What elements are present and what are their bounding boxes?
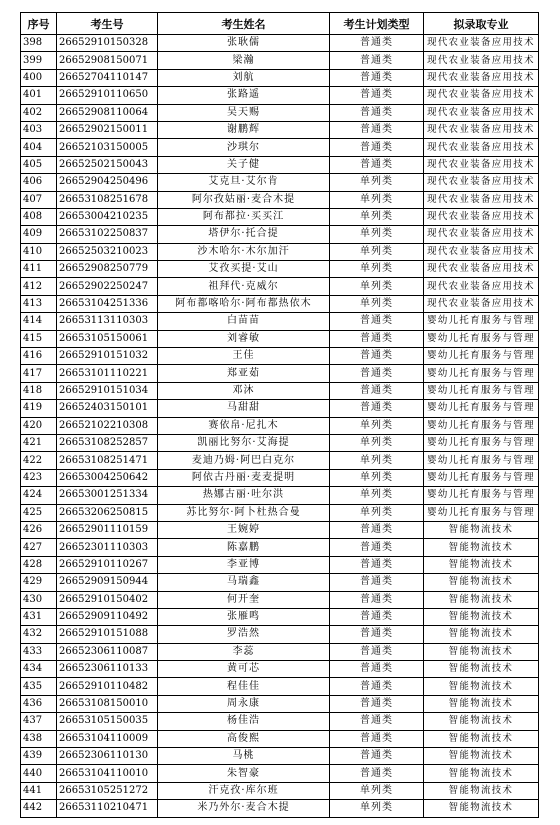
table-row	[21, 730, 539, 747]
candidate-name-cell: 梁瀚	[158, 52, 330, 69]
plan-type-cell: 单列类	[330, 487, 424, 504]
serial-number-cell: 419	[21, 400, 57, 417]
serial-number-cell: 428	[21, 556, 57, 573]
plan-type-cell: 普通类	[330, 121, 424, 138]
candidate-number-cell: 26652502150043	[57, 156, 158, 173]
admitted-major-cell: 现代农业装备应用技术	[424, 104, 539, 121]
candidate-name-cell: 陈嘉鹏	[158, 539, 330, 556]
candidate-name-cell: 李亚博	[158, 556, 330, 573]
plan-type-cell: 单列类	[330, 278, 424, 295]
candidate-number-cell: 26653102250837	[57, 226, 158, 243]
plan-type-cell: 单列类	[330, 504, 424, 521]
candidate-name-cell: 王婉婷	[158, 521, 330, 538]
table-row	[21, 208, 539, 225]
candidate-name-cell: 阿尔孜姑丽·麦合木提	[158, 191, 330, 208]
admitted-major-cell: 婴幼儿托育服务与管理	[424, 452, 539, 469]
table-row	[21, 330, 539, 347]
admission-table	[20, 12, 539, 818]
admitted-major-cell: 智能物流技术	[424, 608, 539, 625]
serial-number-cell: 412	[21, 278, 57, 295]
plan-type-cell: 单列类	[330, 417, 424, 434]
candidate-name-cell: 张路遥	[158, 87, 330, 104]
serial-number-cell: 436	[21, 695, 57, 712]
candidate-name-cell: 李蕊	[158, 643, 330, 660]
plan-type-cell: 普通类	[330, 330, 424, 347]
plan-type-cell: 单列类	[330, 452, 424, 469]
table-row	[21, 139, 539, 156]
candidate-number-cell: 26652910151032	[57, 348, 158, 365]
plan-type-cell: 单列类	[330, 261, 424, 278]
candidate-number-cell: 26653104110009	[57, 730, 158, 747]
candidate-name-cell: 沙木哈尔·木尔加汗	[158, 243, 330, 260]
candidate-number-cell: 26653108252857	[57, 434, 158, 451]
candidate-number-cell: 26652102210308	[57, 417, 158, 434]
serial-number-cell: 413	[21, 295, 57, 312]
candidate-number-cell: 26652704110147	[57, 69, 158, 86]
candidate-number-cell: 26652910150402	[57, 591, 158, 608]
candidate-number-cell: 26652306110130	[57, 748, 158, 765]
candidate-name-cell: 高俊熙	[158, 730, 330, 747]
candidate-number-cell: 26653104251336	[57, 295, 158, 312]
table-row	[21, 469, 539, 486]
serial-number-cell: 439	[21, 748, 57, 765]
candidate-number-cell: 26653108150010	[57, 695, 158, 712]
header-serial-number: 序号	[21, 13, 57, 35]
serial-number-cell: 437	[21, 713, 57, 730]
serial-number-cell: 432	[21, 626, 57, 643]
plan-type-cell: 普通类	[330, 643, 424, 660]
table-row	[21, 261, 539, 278]
candidate-number-cell: 26652306110133	[57, 661, 158, 678]
serial-number-cell: 415	[21, 330, 57, 347]
candidate-name-cell: 苏比努尔·阿卜杜热合曼	[158, 504, 330, 521]
plan-type-cell: 普通类	[330, 695, 424, 712]
candidate-number-cell: 26653105150061	[57, 330, 158, 347]
admitted-major-cell: 婴幼儿托育服务与管理	[424, 469, 539, 486]
table-row	[21, 643, 539, 660]
serial-number-cell: 409	[21, 226, 57, 243]
table-row	[21, 800, 539, 817]
serial-number-cell: 398	[21, 35, 57, 52]
candidate-name-cell: 阿布都拉·买买江	[158, 208, 330, 225]
candidate-name-cell: 艾孜买提·艾山	[158, 261, 330, 278]
candidate-number-cell: 26652301110303	[57, 539, 158, 556]
admitted-major-cell: 现代农业装备应用技术	[424, 261, 539, 278]
admitted-major-cell: 现代农业装备应用技术	[424, 295, 539, 312]
table-row	[21, 417, 539, 434]
table-row	[21, 574, 539, 591]
admitted-major-cell: 智能物流技术	[424, 626, 539, 643]
table-row	[21, 661, 539, 678]
candidate-number-cell: 26652910151034	[57, 382, 158, 399]
candidate-number-cell: 26652902150011	[57, 121, 158, 138]
candidate-number-cell: 26652904250496	[57, 174, 158, 191]
candidate-name-cell: 郑亚茹	[158, 365, 330, 382]
candidate-number-cell: 26653105251272	[57, 782, 158, 799]
admitted-major-cell: 智能物流技术	[424, 800, 539, 817]
candidate-name-cell: 程佳佳	[158, 678, 330, 695]
serial-number-cell: 420	[21, 417, 57, 434]
table-row	[21, 521, 539, 538]
admitted-major-cell: 婴幼儿托育服务与管理	[424, 330, 539, 347]
header-candidate-name: 考生姓名	[158, 13, 330, 35]
candidate-name-cell: 阿布都喀哈尔·阿布都热依木	[158, 295, 330, 312]
table-row	[21, 348, 539, 365]
admitted-major-cell: 现代农业装备应用技术	[424, 156, 539, 173]
admitted-major-cell: 智能物流技术	[424, 539, 539, 556]
plan-type-cell: 普通类	[330, 400, 424, 417]
admitted-major-cell: 婴幼儿托育服务与管理	[424, 313, 539, 330]
plan-type-cell: 单列类	[330, 191, 424, 208]
serial-number-cell: 416	[21, 348, 57, 365]
serial-number-cell: 422	[21, 452, 57, 469]
table-row	[21, 69, 539, 86]
plan-type-cell: 普通类	[330, 678, 424, 695]
table-row	[21, 748, 539, 765]
plan-type-cell: 普通类	[330, 730, 424, 747]
admitted-major-cell: 智能物流技术	[424, 730, 539, 747]
serial-number-cell: 407	[21, 191, 57, 208]
admitted-major-cell: 现代农业装备应用技术	[424, 243, 539, 260]
candidate-number-cell: 26653101110221	[57, 365, 158, 382]
table-row	[21, 243, 539, 260]
candidate-name-cell: 米乃外尔·麦合木提	[158, 800, 330, 817]
table-row	[21, 765, 539, 782]
admitted-major-cell: 婴幼儿托育服务与管理	[424, 400, 539, 417]
candidate-name-cell: 马甜甜	[158, 400, 330, 417]
serial-number-cell: 400	[21, 69, 57, 86]
admitted-major-cell: 婴幼儿托育服务与管理	[424, 504, 539, 521]
candidate-number-cell: 26652403150101	[57, 400, 158, 417]
serial-number-cell: 430	[21, 591, 57, 608]
table-row	[21, 174, 539, 191]
admitted-major-cell: 智能物流技术	[424, 713, 539, 730]
serial-number-cell: 410	[21, 243, 57, 260]
candidate-name-cell: 罗浩然	[158, 626, 330, 643]
candidate-number-cell: 26653110210471	[57, 800, 158, 817]
header-plan-type: 考生计划类型	[330, 13, 424, 35]
plan-type-cell: 普通类	[330, 574, 424, 591]
serial-number-cell: 405	[21, 156, 57, 173]
candidate-number-cell: 26652910110482	[57, 678, 158, 695]
plan-type-cell: 普通类	[330, 661, 424, 678]
candidate-name-cell: 关子健	[158, 156, 330, 173]
candidate-name-cell: 朱智豪	[158, 765, 330, 782]
table-row	[21, 695, 539, 712]
admitted-major-cell: 婴幼儿托育服务与管理	[424, 382, 539, 399]
candidate-number-cell: 26653108251471	[57, 452, 158, 469]
candidate-number-cell: 26652103150005	[57, 139, 158, 156]
admitted-major-cell: 智能物流技术	[424, 521, 539, 538]
serial-number-cell: 408	[21, 208, 57, 225]
serial-number-cell: 411	[21, 261, 57, 278]
candidate-name-cell: 凯丽比努尔·艾海提	[158, 434, 330, 451]
admitted-major-cell: 现代农业装备应用技术	[424, 87, 539, 104]
plan-type-cell: 单列类	[330, 469, 424, 486]
table-row	[21, 678, 539, 695]
plan-type-cell: 普通类	[330, 35, 424, 52]
candidate-name-cell: 热娜古丽·吐尔洪	[158, 487, 330, 504]
table-row	[21, 87, 539, 104]
admitted-major-cell: 智能物流技术	[424, 765, 539, 782]
serial-number-cell: 401	[21, 87, 57, 104]
candidate-name-cell: 何开奎	[158, 591, 330, 608]
serial-number-cell: 426	[21, 521, 57, 538]
admitted-major-cell: 现代农业装备应用技术	[424, 226, 539, 243]
serial-number-cell: 414	[21, 313, 57, 330]
plan-type-cell: 单列类	[330, 243, 424, 260]
table-row	[21, 35, 539, 52]
plan-type-cell: 普通类	[330, 52, 424, 69]
admitted-major-cell: 现代农业装备应用技术	[424, 208, 539, 225]
table-row	[21, 591, 539, 608]
serial-number-cell: 403	[21, 121, 57, 138]
plan-type-cell: 普通类	[330, 591, 424, 608]
candidate-number-cell: 26653001251334	[57, 487, 158, 504]
candidate-name-cell: 谢鹏辉	[158, 121, 330, 138]
plan-type-cell: 普通类	[330, 104, 424, 121]
serial-number-cell: 441	[21, 782, 57, 799]
candidate-name-cell: 张耿儒	[158, 35, 330, 52]
admitted-major-cell: 智能物流技术	[424, 574, 539, 591]
candidate-name-cell: 刘睿敏	[158, 330, 330, 347]
plan-type-cell: 单列类	[330, 174, 424, 191]
plan-type-cell: 普通类	[330, 713, 424, 730]
plan-type-cell: 普通类	[330, 626, 424, 643]
header-admitted-major: 拟录取专业	[424, 13, 539, 35]
admitted-major-cell: 现代农业装备应用技术	[424, 69, 539, 86]
candidate-number-cell: 26652503210023	[57, 243, 158, 260]
admitted-major-cell: 现代农业装备应用技术	[424, 278, 539, 295]
candidate-name-cell: 艾克旦·艾尔肯	[158, 174, 330, 191]
admitted-major-cell: 婴幼儿托育服务与管理	[424, 434, 539, 451]
table-row	[21, 539, 539, 556]
plan-type-cell: 单列类	[330, 226, 424, 243]
admitted-major-cell: 婴幼儿托育服务与管理	[424, 365, 539, 382]
candidate-number-cell: 26653113110303	[57, 313, 158, 330]
admitted-major-cell: 智能物流技术	[424, 748, 539, 765]
table-body	[21, 35, 539, 818]
candidate-name-cell: 马桃	[158, 748, 330, 765]
candidate-number-cell: 26652910110267	[57, 556, 158, 573]
plan-type-cell: 普通类	[330, 539, 424, 556]
candidate-name-cell: 邓沐	[158, 382, 330, 399]
candidate-name-cell: 张雁鸣	[158, 608, 330, 625]
table-row	[21, 434, 539, 451]
serial-number-cell: 406	[21, 174, 57, 191]
candidate-name-cell: 杨佳浩	[158, 713, 330, 730]
candidate-name-cell: 白苗苗	[158, 313, 330, 330]
candidate-number-cell: 26653206250815	[57, 504, 158, 521]
table-row	[21, 365, 539, 382]
table-row	[21, 313, 539, 330]
serial-number-cell: 417	[21, 365, 57, 382]
admitted-major-cell: 婴幼儿托育服务与管理	[424, 348, 539, 365]
admitted-major-cell: 智能物流技术	[424, 782, 539, 799]
candidate-number-cell: 26652909110492	[57, 608, 158, 625]
plan-type-cell: 普通类	[330, 87, 424, 104]
table-row	[21, 452, 539, 469]
plan-type-cell: 单列类	[330, 208, 424, 225]
candidate-name-cell: 马瑞鑫	[158, 574, 330, 591]
candidate-number-cell: 26652901110159	[57, 521, 158, 538]
admitted-major-cell: 现代农业装备应用技术	[424, 35, 539, 52]
admitted-major-cell: 婴幼儿托育服务与管理	[424, 417, 539, 434]
table-row	[21, 487, 539, 504]
candidate-name-cell: 刘航	[158, 69, 330, 86]
candidate-name-cell: 赛依帛·尼扎木	[158, 417, 330, 434]
admitted-major-cell: 现代农业装备应用技术	[424, 139, 539, 156]
header-row	[21, 13, 539, 35]
serial-number-cell: 418	[21, 382, 57, 399]
header-candidate-number: 考生号	[57, 13, 158, 35]
candidate-name-cell: 麦迪乃姆·阿巴白克尔	[158, 452, 330, 469]
candidate-name-cell: 塔伊尔·托合提	[158, 226, 330, 243]
candidate-number-cell: 26652908250779	[57, 261, 158, 278]
plan-type-cell: 单列类	[330, 782, 424, 799]
table-row	[21, 52, 539, 69]
plan-type-cell: 单列类	[330, 295, 424, 312]
table-row	[21, 400, 539, 417]
admitted-major-cell: 智能物流技术	[424, 695, 539, 712]
plan-type-cell: 普通类	[330, 313, 424, 330]
table-row	[21, 278, 539, 295]
admitted-major-cell: 智能物流技术	[424, 661, 539, 678]
serial-number-cell: 435	[21, 678, 57, 695]
table-row	[21, 226, 539, 243]
candidate-name-cell: 祖拜代·克威尔	[158, 278, 330, 295]
serial-number-cell: 421	[21, 434, 57, 451]
table-row	[21, 608, 539, 625]
serial-number-cell: 402	[21, 104, 57, 121]
candidate-number-cell: 26653004250642	[57, 469, 158, 486]
candidate-number-cell: 26653004210235	[57, 208, 158, 225]
admitted-major-cell: 现代农业装备应用技术	[424, 52, 539, 69]
admitted-major-cell: 现代农业装备应用技术	[424, 121, 539, 138]
candidate-name-cell: 周永康	[158, 695, 330, 712]
serial-number-cell: 440	[21, 765, 57, 782]
candidate-number-cell: 26652306110087	[57, 643, 158, 660]
admitted-major-cell: 智能物流技术	[424, 591, 539, 608]
table-row	[21, 156, 539, 173]
candidate-number-cell: 26652908110064	[57, 104, 158, 121]
table-row	[21, 713, 539, 730]
candidate-name-cell: 吴天赐	[158, 104, 330, 121]
admitted-major-cell: 智能物流技术	[424, 678, 539, 695]
table-row	[21, 504, 539, 521]
admission-list	[20, 12, 539, 818]
table-row	[21, 104, 539, 121]
serial-number-cell: 404	[21, 139, 57, 156]
plan-type-cell: 普通类	[330, 382, 424, 399]
plan-type-cell: 普通类	[330, 69, 424, 86]
admitted-major-cell: 现代农业装备应用技术	[424, 174, 539, 191]
candidate-number-cell: 26652910150328	[57, 35, 158, 52]
serial-number-cell: 425	[21, 504, 57, 521]
plan-type-cell: 普通类	[330, 348, 424, 365]
admitted-major-cell: 智能物流技术	[424, 556, 539, 573]
candidate-number-cell: 26652902250247	[57, 278, 158, 295]
candidate-number-cell: 26653105150035	[57, 713, 158, 730]
candidate-name-cell: 阿依古丹丽·麦麦提明	[158, 469, 330, 486]
plan-type-cell: 普通类	[330, 521, 424, 538]
table-row	[21, 382, 539, 399]
plan-type-cell: 普通类	[330, 556, 424, 573]
candidate-number-cell: 26653108251678	[57, 191, 158, 208]
admitted-major-cell: 智能物流技术	[424, 643, 539, 660]
plan-type-cell: 普通类	[330, 156, 424, 173]
table-row	[21, 191, 539, 208]
serial-number-cell: 442	[21, 800, 57, 817]
candidate-number-cell: 26653104110010	[57, 765, 158, 782]
candidate-name-cell: 汗克孜·库尔班	[158, 782, 330, 799]
table-row	[21, 782, 539, 799]
admitted-major-cell: 现代农业装备应用技术	[424, 191, 539, 208]
candidate-number-cell: 26652910110650	[57, 87, 158, 104]
plan-type-cell: 普通类	[330, 365, 424, 382]
serial-number-cell: 438	[21, 730, 57, 747]
admitted-major-cell: 婴幼儿托育服务与管理	[424, 487, 539, 504]
table-row	[21, 626, 539, 643]
serial-number-cell: 431	[21, 608, 57, 625]
serial-number-cell: 424	[21, 487, 57, 504]
serial-number-cell: 399	[21, 52, 57, 69]
serial-number-cell: 433	[21, 643, 57, 660]
serial-number-cell: 427	[21, 539, 57, 556]
serial-number-cell: 423	[21, 469, 57, 486]
candidate-name-cell: 黄可芯	[158, 661, 330, 678]
table-row	[21, 556, 539, 573]
serial-number-cell: 429	[21, 574, 57, 591]
candidate-name-cell: 沙琪尔	[158, 139, 330, 156]
candidate-name-cell: 王佳	[158, 348, 330, 365]
plan-type-cell: 普通类	[330, 765, 424, 782]
plan-type-cell: 单列类	[330, 434, 424, 451]
plan-type-cell: 普通类	[330, 608, 424, 625]
plan-type-cell: 普通类	[330, 748, 424, 765]
plan-type-cell: 单列类	[330, 800, 424, 817]
plan-type-cell: 普通类	[330, 139, 424, 156]
serial-number-cell: 434	[21, 661, 57, 678]
table-row	[21, 295, 539, 312]
candidate-number-cell: 26652910151088	[57, 626, 158, 643]
candidate-number-cell: 26652908150071	[57, 52, 158, 69]
candidate-number-cell: 26652909150944	[57, 574, 158, 591]
table-row	[21, 121, 539, 138]
